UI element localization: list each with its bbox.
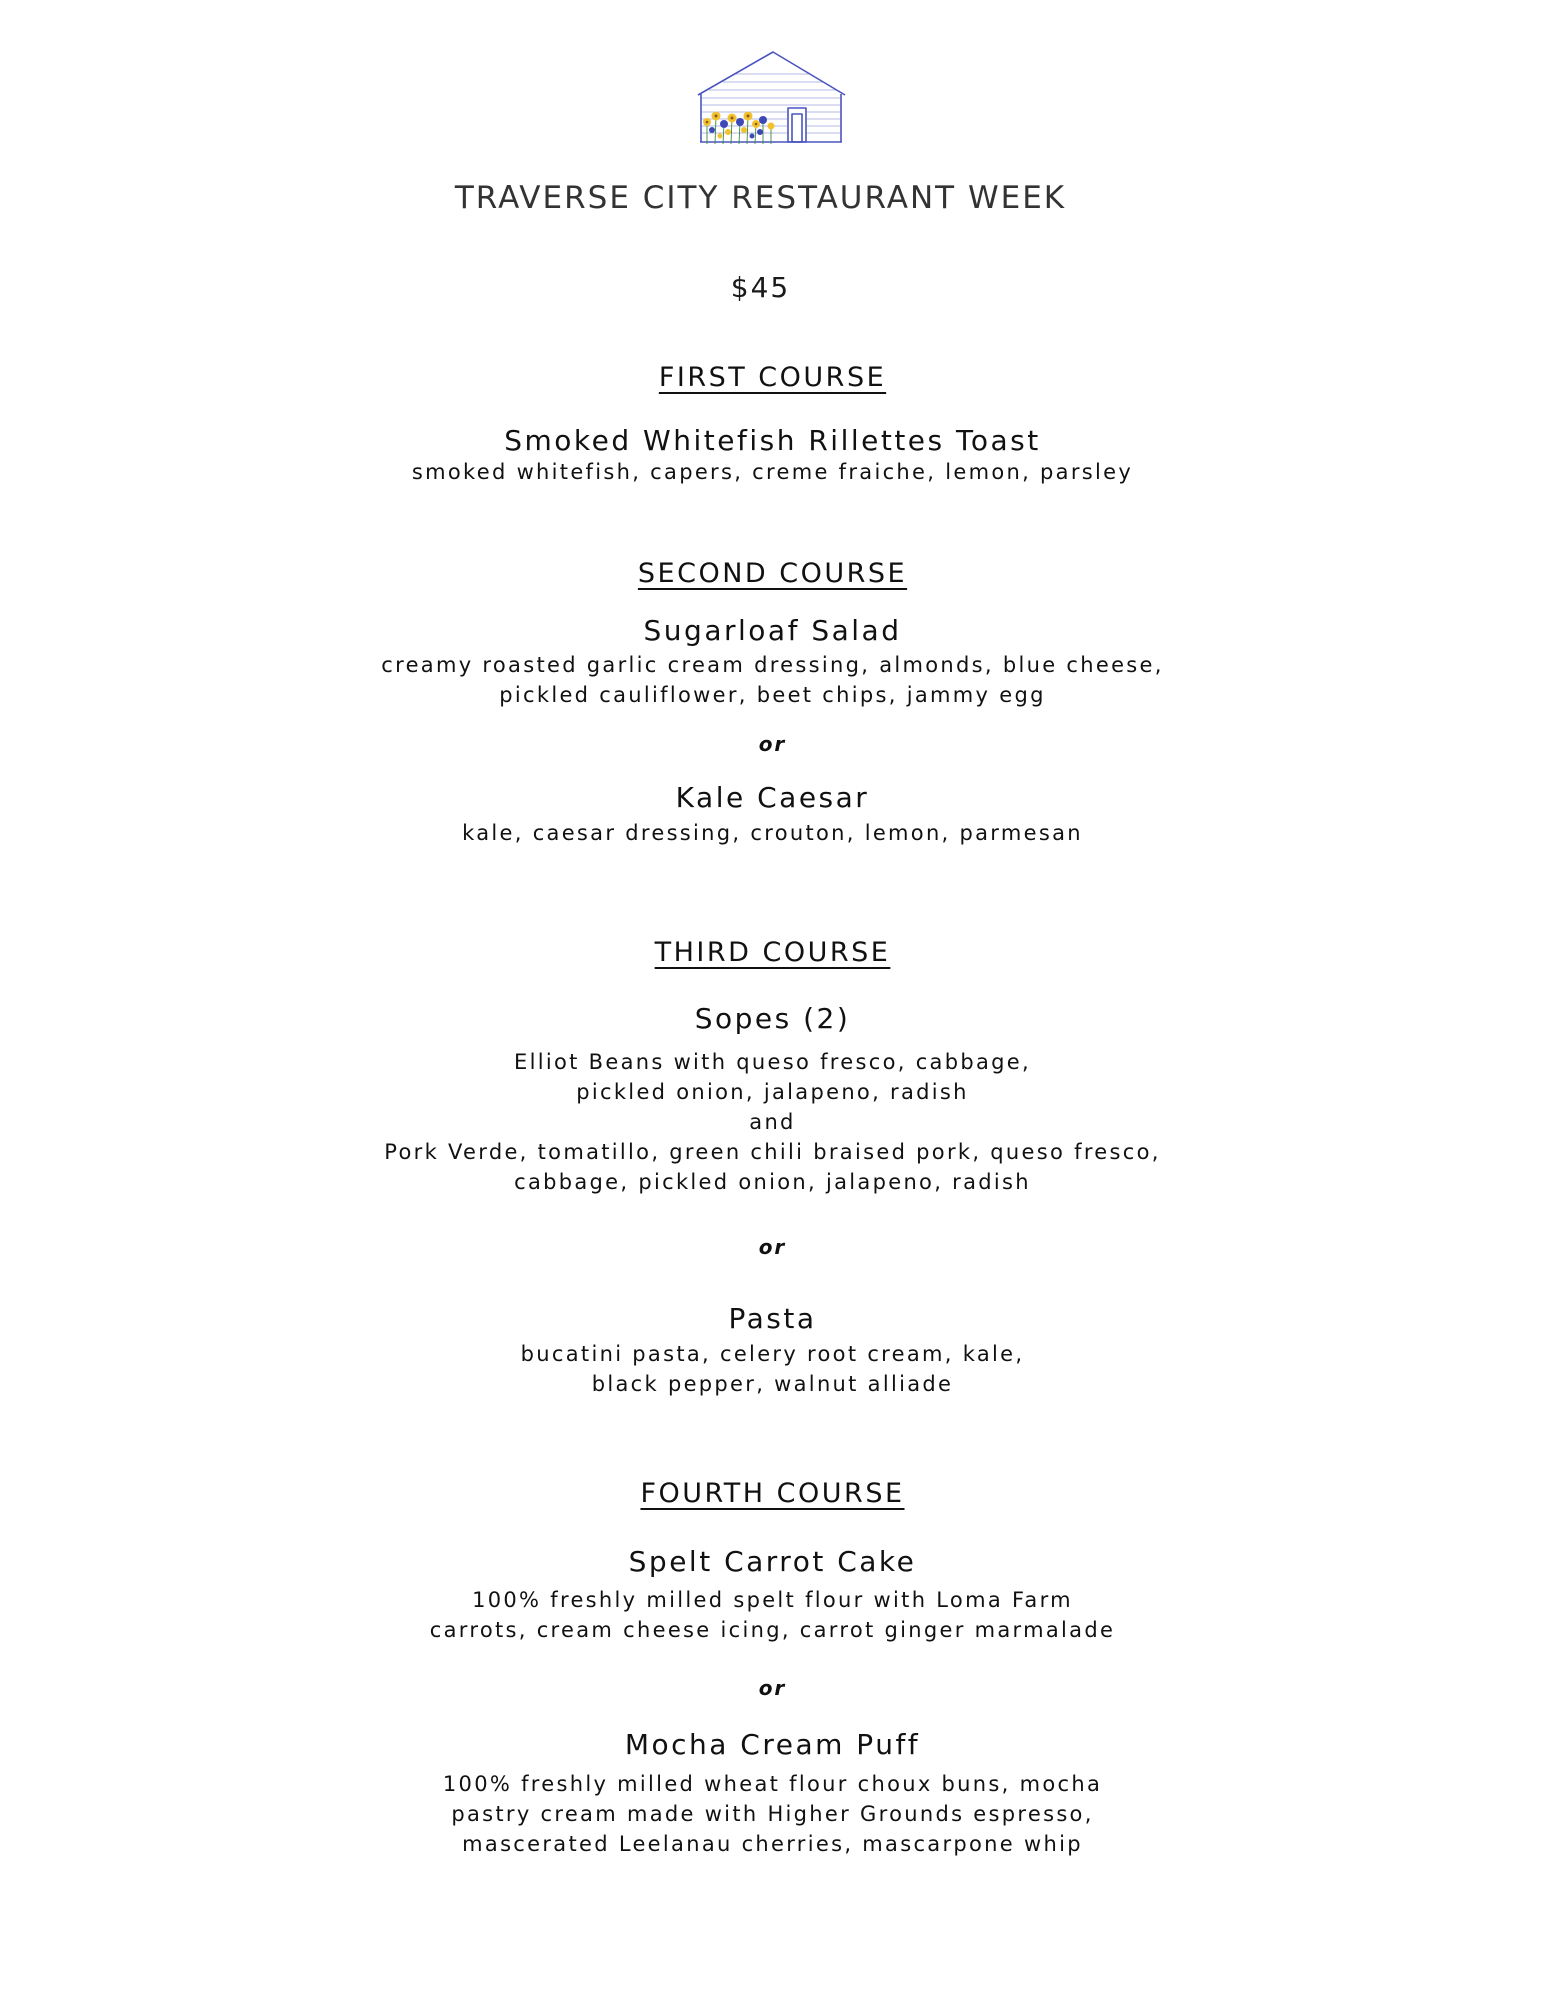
description-line: 100% freshly milled wheat flour choux buns, mocha — [442, 1772, 1103, 1796]
dish-name: Smoked Whitefish Rillettes Toast — [504, 424, 1041, 457]
dish-description — [0, 1769, 1545, 1859]
dish-name: Sopes (2) — [694, 1002, 851, 1035]
or-separator: or — [758, 1676, 787, 1700]
description-line: smoked whitefish, capers, creme fraiche, lemon, parsley — [411, 460, 1134, 484]
description-line: pickled cauliflower, beet chips, jammy egg — [499, 683, 1046, 707]
dish-name: Kale Caesar — [675, 781, 870, 814]
or-separator: or — [758, 732, 787, 756]
or-separator: or — [758, 1235, 787, 1259]
description-line: bucatini pasta, celery root cream, kale, — [520, 1342, 1025, 1366]
description-line: creamy roasted garlic cream dressing, almonds, blue cheese, — [381, 653, 1164, 677]
description-line: Elliot Beans with queso fresco, cabbage, — [514, 1050, 1031, 1074]
dish-description — [0, 818, 1545, 848]
dish-description — [0, 1047, 1545, 1197]
description-line: kale, caesar dressing, crouton, lemon, parmesan — [462, 821, 1083, 845]
menu-price: $45 — [730, 271, 791, 304]
course-heading-second: SECOND COURSE — [637, 558, 908, 589]
description-line: carrots, cream cheese icing, carrot ginger marmalade — [429, 1618, 1116, 1642]
description-line: and — [749, 1110, 796, 1134]
description-line: pickled onion, jalapeno, radish — [576, 1080, 969, 1104]
dish-name: Pasta — [728, 1302, 817, 1335]
farmhouse-with-sunflowers-icon — [695, 50, 850, 150]
dish-description — [0, 457, 1545, 487]
description-line: 100% freshly milled spelt flour with Loma Farm — [472, 1588, 1073, 1612]
page-title: TRAVERSE CITY RESTAURANT WEEK — [454, 180, 1067, 216]
dish-description — [0, 1585, 1545, 1645]
description-line: cabbage, pickled onion, jalapeno, radish — [514, 1170, 1031, 1194]
dish-description — [0, 650, 1545, 710]
description-line: black pepper, walnut alliade — [591, 1372, 954, 1396]
dish-name: Sugarloaf Salad — [643, 614, 902, 647]
description-line: pastry cream made with Higher Grounds espresso, — [451, 1802, 1094, 1826]
course-heading-first: FIRST COURSE — [658, 362, 887, 393]
description-line: mascerated Leelanau cherries, mascarpone whip — [462, 1832, 1083, 1856]
description-line: Pork Verde, tomatillo, green chili braised pork, queso fresco, — [384, 1140, 1161, 1164]
dish-name: Mocha Cream Puff — [624, 1728, 921, 1761]
course-heading-fourth: FOURTH COURSE — [640, 1478, 905, 1509]
dish-description — [0, 1339, 1545, 1399]
dish-name: Spelt Carrot Cake — [628, 1545, 917, 1578]
course-heading-third: THIRD COURSE — [654, 937, 891, 968]
